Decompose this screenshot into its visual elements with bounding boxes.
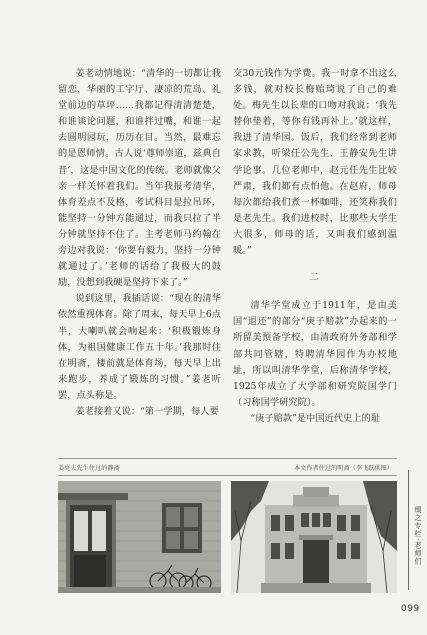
- divider: [58, 475, 397, 476]
- paragraph: 交30元钱作为学费。我一时拿不出这么多钱，就对校长梅贻琦说了自己的难处。梅先生以长辈的口吻对我说：‘我先替你垫着，等你有钱再补上。’就这样，我进了清华园。饭后，我们经常到老师家求教，听梁任公先生、王静安先生讲学论事。几位老师中，赵元任先生比较严肃，我们都有点怕他。在赵府，师母每次都给我们煮一杯咖啡，还笑称我们是老先生。我们进校时，比那些大学生大很多，师母的话，又叫我们感到温暖。”: [233, 68, 397, 257]
- paragraph: “庚子赔款”是中国近代史上的耻: [250, 412, 381, 424]
- paragraph: 姜老接着又说：“第一学期，每人要: [75, 405, 219, 417]
- jingzhai-building-photo: [58, 481, 221, 593]
- section-number: 二: [309, 272, 321, 284]
- paragraph: 说到这里，我插话说：“现在的清华依然重视体育。除了周末，每天早上6点半，大喇叭就会响起来：‘积极锻炼身体，为祖国健康工作五十年。’我那时住在明斋，楼前就是体育场，每天早上出来跑步，养成了锻炼的习惯。”姜老听罢，点头称是。: [58, 293, 221, 401]
- paragraph: 姜老动情地说：“清华的一切都让我留恋，华丽的工字厅、凄凉的荒岛、礼堂前边的草坪……我都记得清清楚楚，和谁谈论问题，和谁拌过嘴，和谁一起去圆明园玩，历历在目。当然，最难忘的是恩师情。古人说‘尊师崇道，兹典自昔’，这是中国文化的传统。老师就像父亲一样关怀着我们。当年我报考清华，体育差点不及格，考试科目是拉吊环，能坚持一分钟方能通过，而我只拉了半分钟就坚持不住了。主考老师马约翰在旁边对我说：‘你要有毅力，坚持一分钟就通过了。’老师的话给了我极大的鼓励，没想到我硬是坚持下来了。”: [58, 68, 221, 289]
- right-text-column: [233, 66, 397, 427]
- column-side-tab: [408, 470, 426, 590]
- divider: [58, 458, 397, 459]
- photo-caption-right: 本文作者住过的明斋（李飞跃供图）: [294, 465, 393, 472]
- left-text-column: [58, 66, 221, 420]
- column-name: 缀之专栏·老师们: [414, 506, 422, 566]
- photo-caption-left: 姜亮夫先生住过的静斋: [58, 465, 120, 472]
- paragraph: 清华学堂成立于1911年，是由美国“退还”的部分“庚子赔款”办起来的一所留美预备学校，由清政府外务部和学部共同管辖，特聘清华园作为办校地址，所以叫清华学堂，后称清华学校，1925年成立了大学部和研究院国学门（习称国学研究院）。: [233, 300, 397, 408]
- mingzhai-building-photo: [231, 481, 397, 593]
- page-number: 099: [401, 604, 420, 614]
